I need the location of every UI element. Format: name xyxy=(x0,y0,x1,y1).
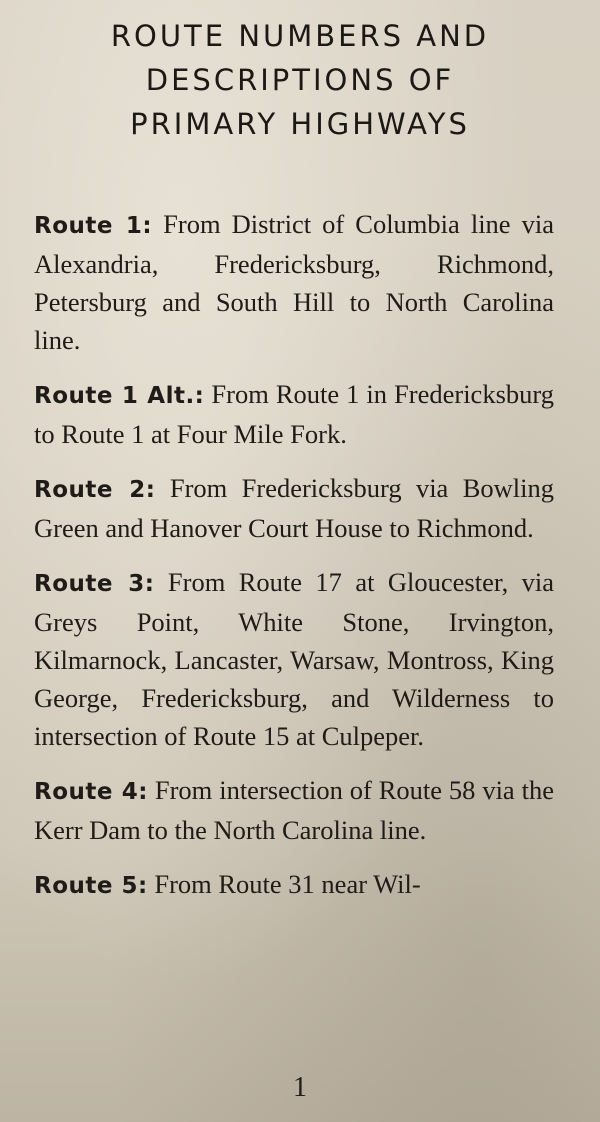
route-description: From Fredericksburg via Bowling Green and Hanover Court House to Richmond. xyxy=(34,473,554,543)
route-label: Route 2: xyxy=(34,477,156,503)
route-description: From Route 31 near Wil- xyxy=(147,869,421,899)
title-line-1: ROUTE NUMBERS AND xyxy=(110,19,490,53)
page-number: 1 xyxy=(293,1072,307,1103)
route-entry-4 xyxy=(34,771,554,849)
route-entry-1-alt xyxy=(34,375,554,453)
page-title xyxy=(40,14,560,146)
route-label: Route 4: xyxy=(34,779,148,805)
title-line-2: DESCRIPTIONS OF xyxy=(145,63,455,97)
route-label: Route 5: xyxy=(34,873,148,899)
title-line-3: PRIMARY HIGHWAYS xyxy=(130,107,470,141)
route-label: Route 3: xyxy=(34,571,155,597)
route-entry-1 xyxy=(34,205,554,359)
route-entry-3 xyxy=(34,563,554,755)
route-description: From Route 17 at Gloucester, via Greys Point, White Stone, Irvington, Kilmarnock, Lancaster, Warsaw, Montross, King George, Fredericksburg, and Wilderness to intersection of Route 15 at Culpeper. xyxy=(34,567,554,751)
route-description: From Route 1 in Fredericksburg to Route 1 at Four Mile Fork. xyxy=(34,379,554,449)
route-label: Route 1: xyxy=(34,213,153,239)
route-description: From intersection of Route 58 via the Kerr Dam to the North Carolina line. xyxy=(34,775,554,845)
route-list xyxy=(34,205,554,921)
route-entry-2 xyxy=(34,469,554,547)
route-label: Route 1 Alt.: xyxy=(34,383,205,409)
route-description: From District of Columbia line via Alexandria, Fredericksburg, Richmond, Petersburg and South Hill to North Carolina line. xyxy=(34,209,554,355)
route-entry-5 xyxy=(34,865,554,905)
